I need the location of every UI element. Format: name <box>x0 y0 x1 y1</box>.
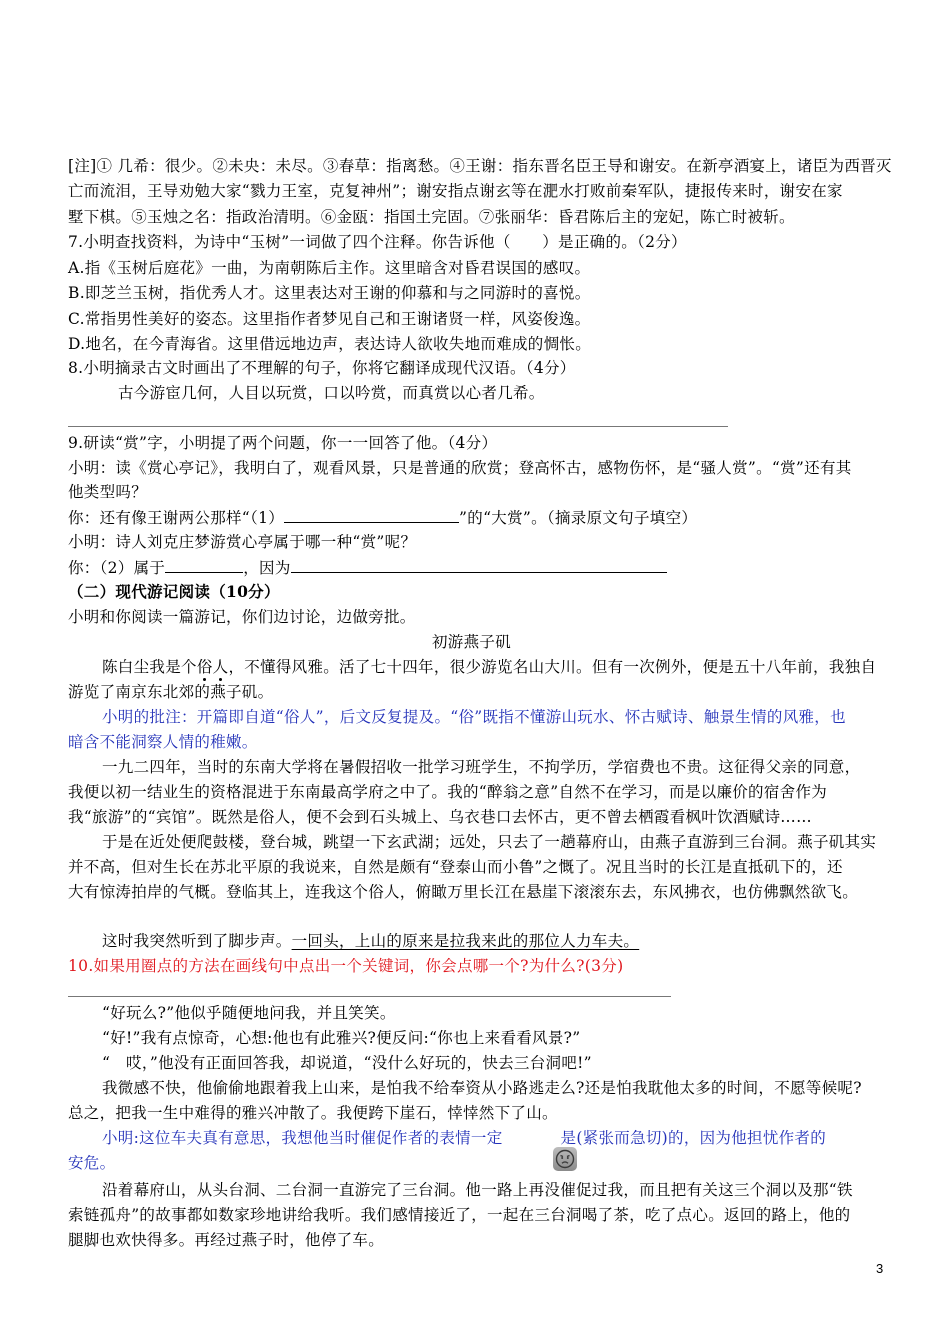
question-8-sentence: 古今游宦几何，人目以玩赏，口以吟赏，而真赏以心者几希。 <box>118 384 545 402</box>
option-b[interactable]: B.即芝兰玉树，指优秀人才。这里表达对王谢的仰慕和与之同游时的喜悦。 <box>68 284 591 302</box>
paragraph-line: 游览了南京东北郊的燕子矶。 <box>68 683 274 701</box>
paragraph-6: “好!”我有点惊奇，心想:他也有此雅兴?便反问:“你也上来看看风景?” <box>102 1029 581 1047</box>
note-line: 墅下棋。⑤玉烛之名：指政治清明。⑥金瓯：指国土完固。⑦张丽华：昏君陈后主的宠妃，陈亡时被斩。 <box>68 208 795 226</box>
option-c[interactable]: C.常指男性美好的姿态。这里指作者梦见自己和王谢诸贤一样，风姿俊逸。 <box>68 310 591 328</box>
question-8-stem: 8.小明摘录古文时画出了不理解的句子，你将它翻译成现代汉语。（4分） <box>68 359 576 377</box>
paragraph-9: 沿着幕府山，从头台洞、二台洞一直游完了三台洞。他一路上再没催促过我，而且把有关这三个洞以及那“铁 <box>102 1181 853 1199</box>
section-intro: 小明和你阅读一篇游记，你们边讨论，边做旁批。 <box>68 608 416 626</box>
paragraph-7: “ 哎，”他没有正面回答我，却说道，“没什么好玩的，快去三台洞吧!” <box>102 1054 592 1072</box>
question-9-stem: 9.研读“赏”字，小明提了两个问题，你一一回答了他。（4分） <box>68 434 498 452</box>
paragraph-3: 于是在近处便爬鼓楼，登台城，跳望一下玄武湖；远处，只去了一趟幕府山，由燕子直游到三台洞。燕子矶其实 <box>102 833 877 851</box>
dialog-answer-2: 你：（2）属于 ，因为 <box>68 557 667 578</box>
annotation-line: 暗含不能洞察人情的稚嫩。 <box>68 733 258 751</box>
paragraph-line: 索链孤舟”的故事都如数家珍地讲给我听。我们感情接近了，一起在三台洞喝了茶，吃了点心。返回的路上，他的 <box>68 1206 851 1224</box>
option-d[interactable]: D.地名，在今青海省。这里借远地边声，表达诗人欲收失地而难成的惆怅。 <box>68 335 592 353</box>
essay-title: 初游燕子矶 <box>432 633 512 651</box>
paragraph-line: 总之，把我一生中难得的雅兴冲散了。我便跨下崖石，悻悻然下了山。 <box>68 1104 558 1122</box>
question-7-stem: 7.小明查找资料，为诗中“玉树”一词做了四个注释。你告诉他（ ）是正确的。（2分） <box>68 233 687 251</box>
paragraph-8: 我微感不快，他偷偷地跟着我上山来，是怕我不给奉资从小路逃走么?还是怕我耽他太多的时间，不愿等候呢? <box>102 1079 862 1097</box>
answer-line-10[interactable] <box>68 996 671 997</box>
paragraph-2: 一九二四年，当时的东南大学将在暑假招收一批学习班学生，不拘学历，学宿费也不贵。这征得父亲的同意， <box>102 758 861 776</box>
note-line: 亡而流泪，王导劝勉大家“戮力王室，克复神州”；谢安指点谢玄等在淝水打败前秦军队，捷报传来时，谢安在家 <box>68 182 843 200</box>
page-number: 3 <box>876 1261 884 1276</box>
blank-2a[interactable] <box>165 557 243 573</box>
paragraph-line: 腿脚也欢快得多。再经过燕子时，他停了车。 <box>68 1231 385 1249</box>
note-line: [注]① 几希：很少。②未央：未尽。③春草：指离愁。④王谢：指东晋名臣王导和谢安。在新亭酒宴上，诸臣为西晋灭 <box>68 157 892 175</box>
paragraph-line: 大有惊涛拍岸的气概。登临其上，连我这个俗人，俯瞰万里长江在悬崖下滚滚东去，东风拂衣，也仿佛飘然欲飞。 <box>68 883 859 901</box>
annotation-line: 安危。 <box>68 1154 116 1172</box>
paragraph-line: 我便以初一结业生的资格混进于东南最高学府之中了。我的“醉翁之意”自然不在学习，而是以廉价的宿舍作为 <box>68 783 828 801</box>
underlined-sentence[interactable]: 一回头，上山的原来是拉我来此的那位人力车夫。 <box>291 932 640 950</box>
question-10-stem: 10.如果用圈点的方法在画线句中点出一个关键词，你会点哪一个?为什么?(3分) <box>68 957 624 975</box>
paragraph-1: 陈白尘我是个俗人，不懂得风雅。活了七十四年，很少游览名山大川。但有一次例外，便是五十八年前，我独自 <box>102 658 877 676</box>
dialog-line: 他类型吗？ <box>68 483 148 501</box>
section-heading: （二）现代游记阅读（10分） <box>68 582 280 601</box>
worried-face-icon <box>553 1147 577 1171</box>
dialog-answer-1: 你：还有像王谢两公那样“（1） ”的“大赏”。（摘录原文句子填空） <box>68 509 698 527</box>
blank-1[interactable] <box>284 507 459 523</box>
annotation-2: 小明:这位车夫真有意思，我想他当时催促作者的表情一定 是(紧张而急切)的，因为他担忧作者的 <box>102 1129 827 1147</box>
paragraph-line: 并不高，但对生长在苏北平原的我说来，自然是颇有“登泰山而小鲁”之慨了。况且当时的长江是直抵矶下的，还 <box>68 858 843 876</box>
paragraph-5: “好玩么?”他似乎随便地问我，并且笑笑。 <box>102 1004 396 1022</box>
dialog-line: 小明：诗人刘克庄梦游赏心亭属于哪一种“赏”呢？ <box>68 533 417 551</box>
blank-2b[interactable] <box>291 557 667 573</box>
paragraph-4: 这时我突然听到了脚步声。一回头，上山的原来是拉我来此的那位人力车夫。 <box>102 932 640 950</box>
dialog-line: 小明：读《赏心亭记》，我明白了，观看风景，只是普通的欣赏；登高怀古，感物伤怀，是“骚人赏”。“赏”还有其 <box>68 459 852 477</box>
paragraph-line: 我“旅游”的“宾馆”。既然是俗人，便不会到石头城上、乌衣巷口去怀古，更不曾去栖霞看枫叶饮酒赋诗…… <box>68 808 812 826</box>
option-a[interactable]: A.指《玉树后庭花》一曲，为南朝陈后主作。这里暗含对昏君误国的感叹。 <box>68 259 591 277</box>
annotation-1: 小明的批注：开篇即自道“俗人”，后文反复提及。“俗”既指不懂游山玩水、怀古赋诗、触景生情的风雅，也 <box>102 708 846 726</box>
answer-line-8[interactable] <box>68 426 728 427</box>
